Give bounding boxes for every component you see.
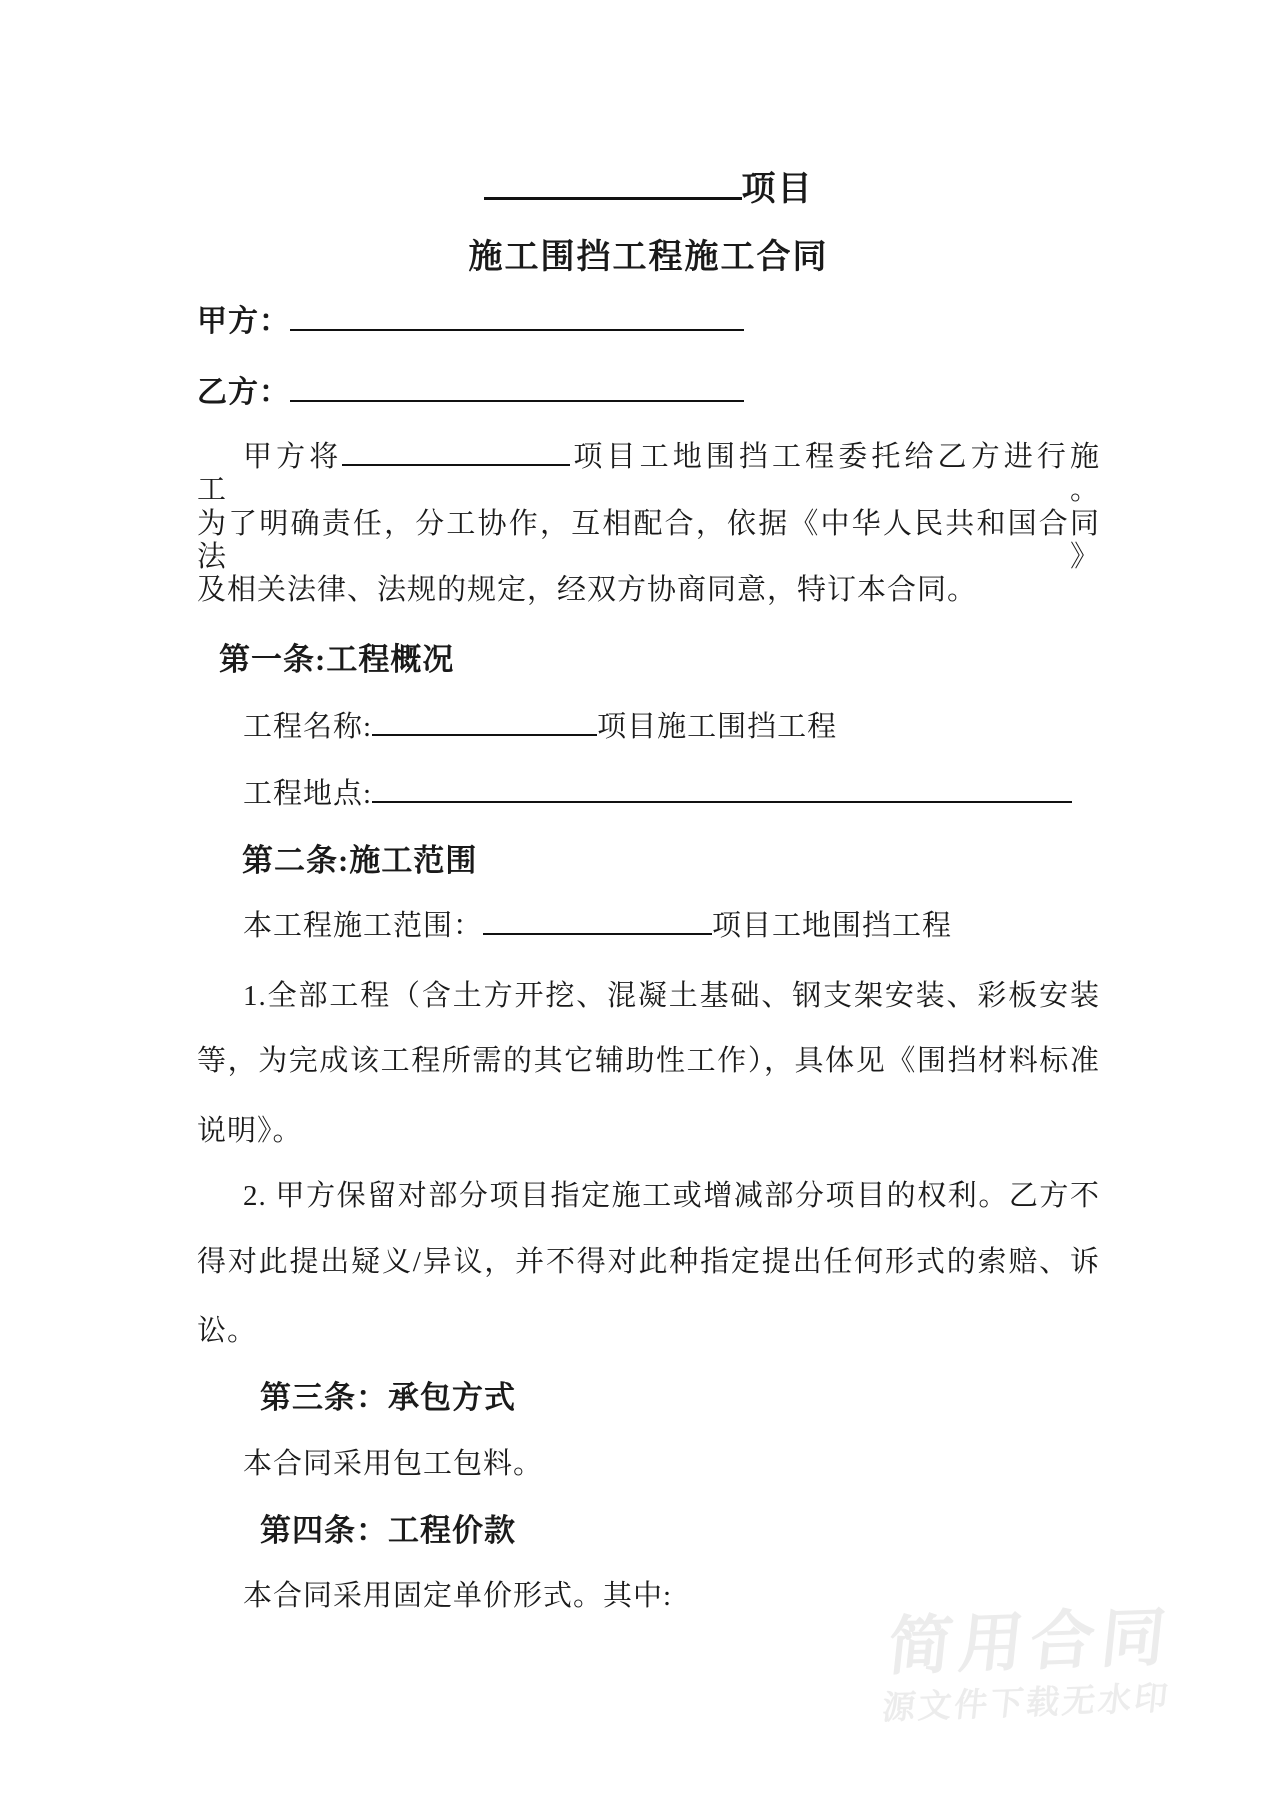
intro-line-2: 为了明确责任，分工协作，互相配合，依据《中华人民共和国合同法》 [197,508,1100,574]
article-3-body: 本合同采用包工包料。 [243,1448,544,1480]
intro-line-1 [197,441,1100,508]
party-b-label: 乙方： [197,376,290,409]
article-4-body: 本合同采用固定单价形式。其中: [243,1580,673,1612]
scope-item-1-line-2: 等，为完成该工程所需的其它辅助性工作），具体见《围挡材料标准 [197,1045,1100,1077]
intro-line-3: 及相关法律、法规的规定，经双方协商同意，特订本合同。 [197,574,978,606]
article-3-heading: 第三条：承包方式 [260,1380,516,1415]
party-a-line [197,305,1100,340]
fill-in-blank-party-a [290,324,744,331]
article-2-heading: 第二条:施工范围 [242,843,478,878]
fill-in-blank-scope-project [483,928,712,935]
scope-label: 本工程施工范围： [243,910,484,942]
intro-line-1-pre: 甲方将 [243,441,343,473]
watermark-tagline: 源文件下载无水印 [880,1678,1173,1727]
project-site-label: 工程地点: [243,778,373,810]
fill-in-blank-project-name [484,192,742,200]
project-name-line [197,711,1100,744]
scope-item-1-line-3: 说明》。 [197,1115,303,1147]
intro-line-1-post: 项目工地围挡工程委托给乙方进行施工。 [197,441,1100,507]
scope-suffix: 项目工地围挡工程 [712,910,953,942]
project-name-label: 工程名称: [243,711,373,743]
article-1-heading: 第一条:工程概况 [219,642,455,677]
scope-item-2-line-1: 2. 甲方保留对部分项目指定施工或增减部分项目的权利。乙方不 [243,1180,1100,1212]
title-project-suffix: 项目 [741,171,814,208]
title-line-project [197,170,1100,209]
party-a-label: 甲方： [197,305,290,338]
party-b-line [197,376,1100,411]
fill-in-blank-project-site [372,796,1072,803]
project-site-line [197,778,1100,811]
fill-in-blank-entrust-project [342,459,570,466]
scope-item-2-line-2: 得对此提出疑义/异议，并不得对此种指定提出任何形式的索赔、诉 [197,1246,1100,1278]
fill-in-blank-party-b [290,395,744,402]
document-title: 施工围挡工程施工合同 [468,239,829,276]
scope-line [197,910,1100,943]
project-name-suffix: 项目施工围挡工程 [597,711,838,743]
watermark-brand: 简用合同 [884,1600,1177,1683]
fill-in-blank-project-title [372,729,597,736]
article-4-heading: 第四条：工程价款 [260,1513,516,1548]
scope-item-2-line-3: 讼。 [197,1315,258,1347]
scope-item-1-line-1: 1.全部工程（含土方开挖、混凝土基础、钢支架安装、彩板安装 [243,980,1100,1012]
